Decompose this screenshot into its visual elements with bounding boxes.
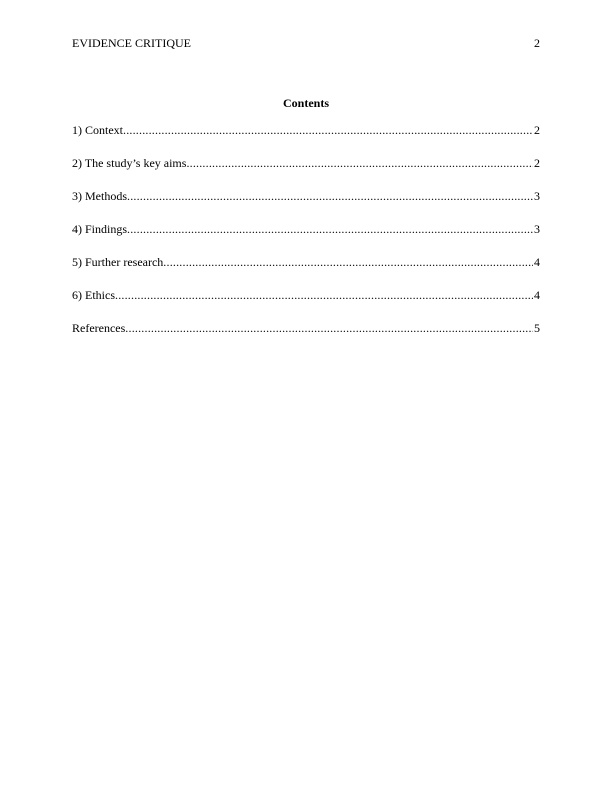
toc-entry-page: 2 [534, 156, 540, 170]
toc-dot-leader [127, 189, 533, 203]
toc-entry-references[interactable] [72, 321, 540, 335]
toc-entry-page: 4 [534, 288, 540, 302]
toc-entry-page: 5 [534, 321, 540, 335]
toc-dot-leader [115, 288, 533, 302]
toc-entry-label: 4) Findings [72, 222, 128, 236]
toc-entry-key-aims[interactable] [72, 156, 540, 170]
toc-dot-leader [186, 156, 533, 170]
toc-entry-page: 2 [534, 123, 540, 137]
toc-entry-context[interactable] [72, 123, 540, 137]
table-of-contents [72, 123, 540, 354]
toc-entry-label: 1) Context [72, 123, 123, 137]
toc-entry-label: 5) Further research [72, 255, 164, 269]
toc-entry-methods[interactable] [72, 189, 540, 203]
toc-entry-label: 3) Methods [72, 189, 127, 203]
toc-entry-further-research[interactable] [72, 255, 540, 269]
toc-entry-page: 3 [534, 189, 540, 203]
toc-dot-leader [125, 321, 533, 335]
running-head: EVIDENCE CRITIQUE [72, 36, 191, 50]
toc-heading: Contents [282, 96, 329, 110]
toc-entry-ethics[interactable] [72, 288, 540, 302]
page-number: 2 [534, 36, 540, 50]
toc-dot-leader [127, 222, 533, 236]
toc-entry-label: 6) Ethics [72, 288, 115, 302]
toc-entry-page: 4 [534, 255, 540, 269]
toc-entry-page: 3 [534, 222, 540, 236]
toc-dot-leader [123, 123, 533, 137]
toc-dot-leader [163, 255, 533, 269]
toc-entry-label: 2) The study’s key aims [72, 156, 187, 170]
toc-entry-label: References [72, 321, 126, 335]
toc-entry-findings[interactable] [72, 222, 540, 236]
